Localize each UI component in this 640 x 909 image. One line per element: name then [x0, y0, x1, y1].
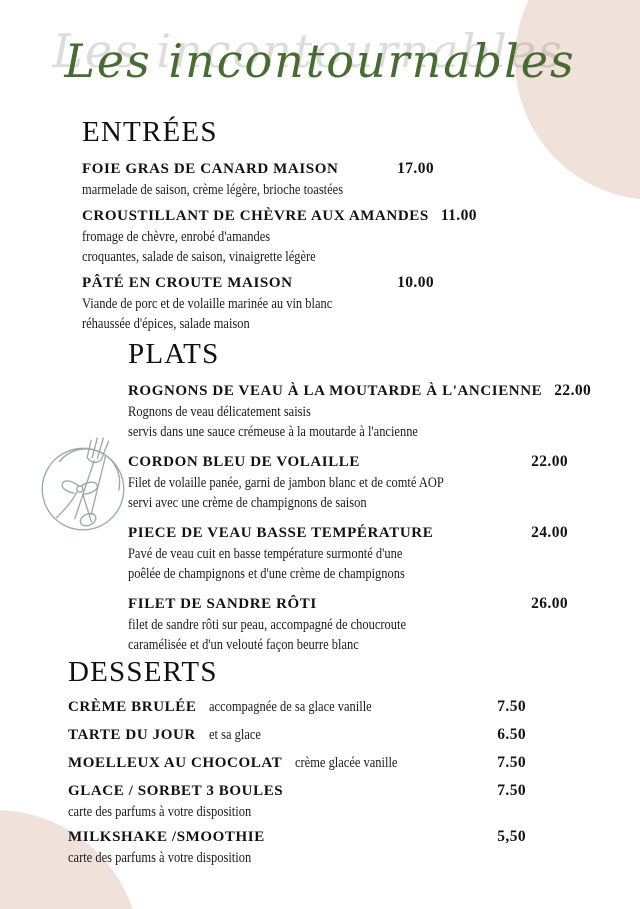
- menu-item: [128, 523, 568, 584]
- section-plats: [128, 338, 592, 665]
- item-description: filet de sandre rôti sur peau, accompagné de choucroute: [128, 617, 407, 634]
- plate-cutlery-line-art-icon: [30, 430, 136, 536]
- item-description: carte des parfums à votre disposition: [68, 804, 252, 821]
- item-name: PÂTÉ EN CROUTE MAISON: [82, 275, 293, 292]
- item-description: servi avec une crème de champignons de saison: [128, 495, 367, 512]
- item-description: carte des parfums à votre disposition: [68, 850, 252, 867]
- item-price: 5,50: [497, 828, 526, 846]
- item-name: CORDON BLEU DE VOLAILLE: [128, 454, 361, 471]
- section-heading-desserts: DESSERTS: [68, 656, 218, 688]
- menu-item: [68, 827, 526, 868]
- item-description: servis dans une sauce crémeuse à la moutarde à l'ancienne: [128, 424, 418, 441]
- menu-item: [128, 452, 568, 513]
- item-price: 24.00: [531, 524, 568, 542]
- item-description: poêlée de champignons et d'une crème de champignons: [128, 566, 405, 583]
- item-price: 22.00: [531, 453, 568, 471]
- section-heading-entrees: ENTRÉES: [82, 116, 218, 148]
- item-price: 7.50: [497, 754, 526, 772]
- menu-item: [68, 781, 526, 822]
- section-desserts: [68, 656, 526, 873]
- item-name: FOIE GRAS DE CANARD MAISON: [82, 161, 339, 178]
- item-name: MOELLEUX AU CHOCOLAT: [68, 755, 283, 772]
- item-description: Rognons de veau délicatement saisis: [128, 404, 311, 421]
- menu-item: [82, 273, 434, 334]
- section-entrees: [82, 116, 477, 340]
- item-price: 6.50: [497, 726, 526, 744]
- menu-item: [68, 725, 526, 746]
- item-name: PIECE DE VEAU BASSE TEMPÉRATURE: [128, 525, 434, 542]
- item-description: caramélisée et d'un velouté façon beurre blanc: [128, 637, 359, 654]
- item-description: Filet de volaille panée, garni de jambon blanc et de comté AOP: [128, 475, 444, 492]
- blush-circle-top-right: [515, 0, 640, 200]
- section-heading-plats: PLATS: [128, 338, 220, 370]
- item-price: 22.00: [554, 382, 592, 400]
- item-price: 10.00: [397, 274, 434, 292]
- menu-title: Les incontournables: [64, 34, 576, 88]
- item-price: 11.00: [440, 207, 477, 225]
- menu-item: [128, 381, 592, 442]
- item-description: croquantes, salade de saison, vinaigrette légère: [82, 249, 316, 266]
- item-price: 7.50: [497, 782, 526, 800]
- menu-item: [68, 753, 526, 774]
- item-description: accompagnée de sa glace vanille: [209, 699, 373, 716]
- item-description: Viande de porc et de volaille marinée au vin blanc: [82, 296, 333, 313]
- item-name: TARTE DU JOUR: [68, 727, 196, 744]
- menu-item: [82, 206, 477, 267]
- item-price: 26.00: [531, 595, 568, 613]
- item-name: CROUSTILLANT DE CHÈVRE AUX AMANDES: [82, 208, 429, 225]
- menu-item: [128, 594, 568, 655]
- item-name: CRÈME BRULÉE: [68, 699, 197, 716]
- item-price: 17.00: [397, 160, 434, 178]
- item-name: MILKSHAKE /SMOOTHIE: [68, 829, 265, 846]
- menu-item: [68, 697, 526, 718]
- item-name: FILET DE SANDRE RÔTI: [128, 596, 317, 613]
- item-description: et sa glace: [208, 727, 261, 744]
- item-name: GLACE / SORBET 3 BOULES: [68, 783, 284, 800]
- item-description: crème glacée vanille: [295, 755, 398, 772]
- menu-item: [82, 159, 434, 200]
- item-description: Pavé de veau cuit en basse température surmonté d'une: [128, 546, 403, 563]
- item-price: 7.50: [497, 698, 526, 716]
- item-description: marmelade de saison, crème légère, brioche toastées: [82, 182, 344, 199]
- item-description: réhaussée d'épices, salade maison: [82, 316, 250, 333]
- item-description: fromage de chèvre, enrobé d'amandes: [82, 229, 271, 246]
- item-name: ROGNONS DE VEAU À LA MOUTARDE À L'ANCIENNE: [128, 383, 543, 400]
